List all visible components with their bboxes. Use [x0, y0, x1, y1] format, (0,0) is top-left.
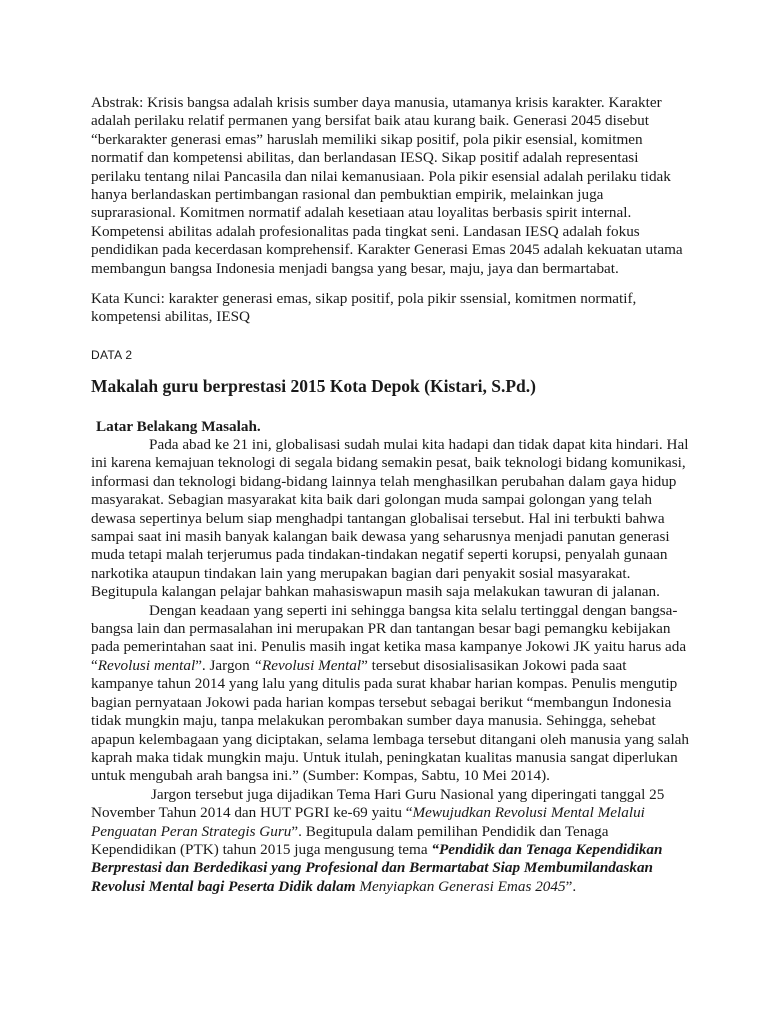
text-run: ”. Jargon [195, 656, 254, 674]
body-paragraph-2 [91, 602, 691, 786]
text-run: Jargon tersebut juga dijadikan Tema Hari Guru Nasional yang diperingati tanggal 25 November Tahun 2014 dan HUT PGRI ke-69 yaitu “ [91, 785, 665, 822]
section-label: DATA 2 [91, 348, 133, 362]
paper-title: Makalah guru berprestasi 2015 Kota Depok (Kistari, S.Pd.) [91, 376, 536, 396]
bold-italic-run: “Pendidik dan Tenaga Kependidikan Berprestasi dan Berdedikasi yang Profesional dan Bermartabat Siap Membumilandaskan Revolusi Mental bagi Peserta Didik dalam [91, 840, 663, 895]
text-run: ”. [565, 877, 577, 895]
italic-run: Menyiapkan Generasi Emas 2045 [355, 877, 566, 895]
text-run: ”. Begitupula dalam pemilihan Pendidik dan Tenaga Kependidikan (PTK) tahun 2015 juga mengusung tema [91, 822, 609, 858]
italic-run: “Revolusi Mental [253, 656, 362, 674]
text-run: ” tersebut disosialisasikan Jokowi pada saat kampanye tahun 2014 yang lalu yang ditulis pada surat khabar harian kompas. Penulis mengutip bagian pernyataan Jokowi pada harian kompas tersebut sebagai berikut “membangun Indonesia tidak mungkin maju, tanpa melakukan perombakan sumber daya manusia. Sehingga, sehebat apapun kelembagaan yang diciptakan, selama lembaga tersebut ditangani oleh manusia yang salah kaprah maka tidak mungkin maju. Untuk itulah, peningkatan kualitas manusia sangat diperlukan untuk mengubah arah bangsa ini.” (Sumber: Kompas, Sabtu, 10 Mei 2014). [91, 656, 690, 785]
body-paragraph-1: Pada abad ke 21 ini, globalisasi sudah mulai kita hadapi dan tidak dapat kita hindari. Hal ini karena kemajuan teknologi di segala bidang semakin pesat, baik teknologi bidang komunikasi, informasi dan teknologi bidang-bidang lainnya telah menghasilkan perubahan dalam gaya hidup masyarakat. Sebagian masyarakat kita baik dari golongan muda sampai golongan yang telah dewasa sepertinya belum siap menghadpi tantangan globalisai tersebut. Hal ini terbukti bahwa sampai saat ini masih banyak kalangan baik dewasa yang seharusnya menjadi panutan generasi muda tetapi malah terjerumus pada tindakan-tindakan negatif seperti korupsi, penyalah gunaan narkotika ataupun tindakan lain yang merupakan bagian dari penyakit sosial masyarakat. Begitupula kalangan pelajar bahkan mahasiswapun masih saja melakukan tawuran di jalanan. [91, 436, 689, 601]
abstract-paragraph: Abstrak: Krisis bangsa adalah krisis sumber daya manusia, utamanya krisis karakter. Karakter adalah perilaku relatif permanen yang bersifat baik atau kurang baik. Generasi 2045 disebut “berkarakter generasi emas” haruslah memiliki sikap positif, pola pikir esensial, komitmen normatif dan kompetensi abilitas, dan berlandasan IESQ. Sikap positif adalah representasi perilaku tentang nilai Pancasila dan nilai kemanusiaan. Pola pikir esensial adalah perilaku tidak hanya berlandaskan pertimbangan rasional dan pembuktian empirik, melainkan juga suprarasional. Komitmen normatif adalah kesetiaan atau loyalitas berbasis spirit internal. Kompetensi abilitas adalah profesionalitas pada tingkat seni. Landasan IESQ adalah fokus pendidikan pada kecerdasan komprehensif. Karakter Generasi Emas 2045 adalah kekuatan utama membangun bangsa Indonesia menjadi bangsa yang besar, maju, jaya dan bermartabat. [91, 94, 683, 277]
italic-run: Revolusi mental [97, 656, 196, 674]
body-text [91, 436, 691, 896]
body-paragraph-3 [91, 786, 691, 896]
section-heading: Latar Belakang Masalah. [96, 418, 261, 435]
text-run: Dengan keadaan yang seperti ini sehingga bangsa kita selalu tertinggal dengan bangsa-bangsa lain dan permasalahan ini merupakan PR dan tantangan besar bagi pemangku kebijakan pada pemerintahan saat ini. Penulis masih ingat ketika masa kampanye Jokowi JK yaitu harus ada “ [91, 601, 687, 674]
keywords-paragraph: Kata Kunci: karakter generasi emas, sikap positif, pola pikir ssensial, komitmen normatif, kompetensi abilitas, IESQ [91, 290, 637, 326]
italic-run: Mewujudkan Revolusi Mental Melalui Penguatan Peran Strategis Guru [91, 804, 645, 840]
